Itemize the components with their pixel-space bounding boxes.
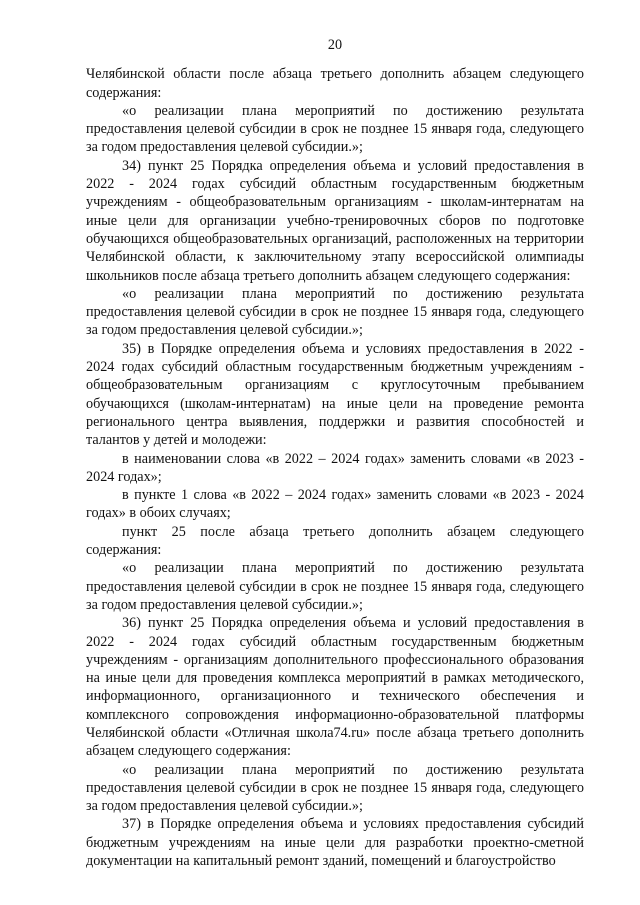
paragraph-item-35: 35) в Порядке определения объема и условиях предоставления в 2022 - 2024 годах субсидий областным государственным бюджетным учреждениям - общеобразовательным организациям с круглосуточным пребыванием обучающихся (школам-интернатам) на иные цели на проведение ремонта регионального центра выявления, поддержки и развития способностей и талантов у детей и молодежи: xyxy=(86,340,584,449)
paragraph-item-37: 37) в Порядке определения объема и условиях предоставления субсидий бюджетным учреждениям на иные цели для разработки проектно-сметной документации на капитальный ремонт зданий, помещений и благоустройство xyxy=(86,816,584,870)
paragraph-quote: «о реализации плана мероприятий по достижению результата предоставления целевой субсидии в срок не позднее 15 января года, следующего за годом предоставления целевой субсидии.»; xyxy=(86,560,584,613)
page-number: 20 xyxy=(327,37,343,53)
paragraph-item-36: 36) пункт 25 Порядка определения объема и условий предоставления в 2022 - 2024 годах субсидий областным государственным бюджетным учреждениям - организациям дополнительного профессионального образования на иные цели для проведения комплекса мероприятий в рамках методического, информационного, организационного и технического обеспечения и комплексного сопровождения информационно-образовательной платформы Челябинской области «Отличная школа74.ru» после абзаца третьего дополнить абзацем следующего содержания: xyxy=(86,615,584,760)
paragraph-quote: «о реализации плана мероприятий по достижению результата предоставления целевой субсидии в срок не позднее 15 января года, следующего за годом предоставления целевой субсидии.»; xyxy=(86,102,584,156)
paragraph-quote: «о реализации плана мероприятий по достижению результата предоставления целевой субсидии в срок не позднее 15 января года, следующего за годом предоставления целевой субсидии.»; xyxy=(86,761,584,815)
paragraph-continuation: Челябинской области после абзаца третьего дополнить абзацем следующего содержания: xyxy=(86,66,584,101)
document-page xyxy=(86,36,584,870)
paragraph-point-25-change: пункт 25 после абзаца третьего дополнить абзацем следующего содержания: xyxy=(86,523,584,559)
paragraph-item-34: 34) пункт 25 Порядка определения объема и условий предоставления в 2022 - 2024 годах субсидий областным государственным бюджетным учреждениям - общеобразовательным организациям - школам-интернатам на иные цели для организации учебно-тренировочных сборов по подготовке обучающихся общеобразовательных организаций, расположенных на территории Челябинской области, к заключительному этапу всероссийской олимпиады школьников после абзаца третьего дополнить абзацем следующего содержания: xyxy=(86,157,584,284)
paragraph-point-1-change: в пункте 1 слова «в 2022 – 2024 годах» заменить словами «в 2023 - 2024 годах» в обоих случаях; xyxy=(86,487,584,522)
paragraph-title-change: в наименовании слова «в 2022 – 2024 годах» заменить словами «в 2023 - 2024 годах»; xyxy=(86,450,584,485)
paragraph-quote: «о реализации плана мероприятий по достижению результата предоставления целевой субсидии в срок не позднее 15 января года, следующего за годом предоставления целевой субсидии.»; xyxy=(86,285,584,339)
